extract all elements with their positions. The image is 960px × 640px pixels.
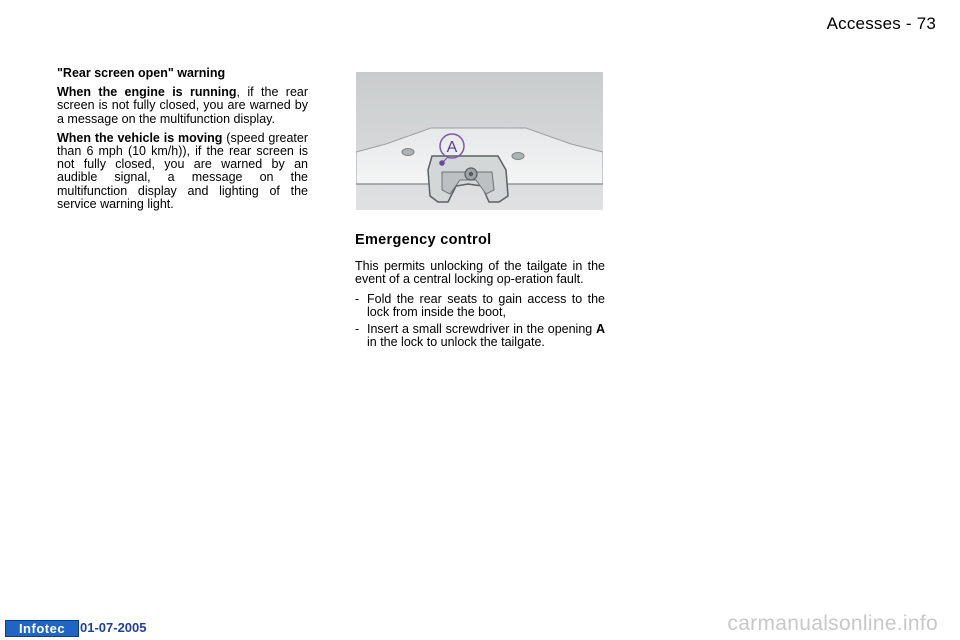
list-dash: -: [355, 322, 360, 337]
step-text-end: in the lock to unlock the tailgate.: [367, 335, 545, 350]
opening-label: A: [595, 322, 605, 337]
engine-running-text: , if the rear screen is not fully closed, you are warned by a message on the multifunction display.: [57, 85, 309, 126]
list-dash: -: [355, 291, 360, 306]
emergency-control-section: [355, 234, 605, 353]
vehicle-moving-text: (speed greater than 6 mph (10 km/h)), if the rear screen is not fully closed, you are warned by an audible signal, a message on the multifunction display and lighting of the service warning light.: [57, 130, 308, 211]
infotec-logo: Infotec: [5, 620, 79, 637]
list-item: [355, 323, 605, 349]
engine-running-label: When the engine is running: [57, 85, 237, 100]
section-title: Accesses: [826, 14, 901, 33]
rear-screen-section: [57, 67, 308, 217]
rear-screen-title: "Rear screen open" warning: [57, 66, 226, 80]
lock-keyhole: [469, 172, 473, 176]
emergency-control-heading: Emergency control: [355, 232, 492, 248]
fixing-screw-left: [402, 149, 414, 156]
list-item: [355, 293, 605, 319]
page-header: [827, 14, 936, 34]
page-number: 73: [916, 14, 936, 33]
emergency-intro: This permits unlocking of the tailgate in the event of a central locking op-eration fault.: [355, 259, 605, 287]
site-watermark: carmanualsonline.info: [727, 612, 938, 635]
step-text: Fold the rear seats to gain access to the lock from inside the boot,: [367, 291, 605, 319]
vehicle-moving-paragraph: [57, 132, 308, 211]
tailgate-lock-illustration: [356, 72, 603, 210]
step-text: Insert a small screwdriver in the opening: [367, 322, 596, 337]
emergency-steps: [355, 293, 605, 350]
print-date: 01-07-2005: [80, 620, 147, 635]
label-a: A: [446, 139, 458, 156]
vehicle-moving-label: When the vehicle is moving: [57, 130, 223, 145]
header-separator: -: [900, 14, 917, 33]
tailgate-lock-drawing: [356, 72, 603, 210]
opening-a-marker: [439, 160, 445, 166]
engine-running-paragraph: [57, 86, 308, 126]
fixing-screw-right: [512, 153, 524, 160]
